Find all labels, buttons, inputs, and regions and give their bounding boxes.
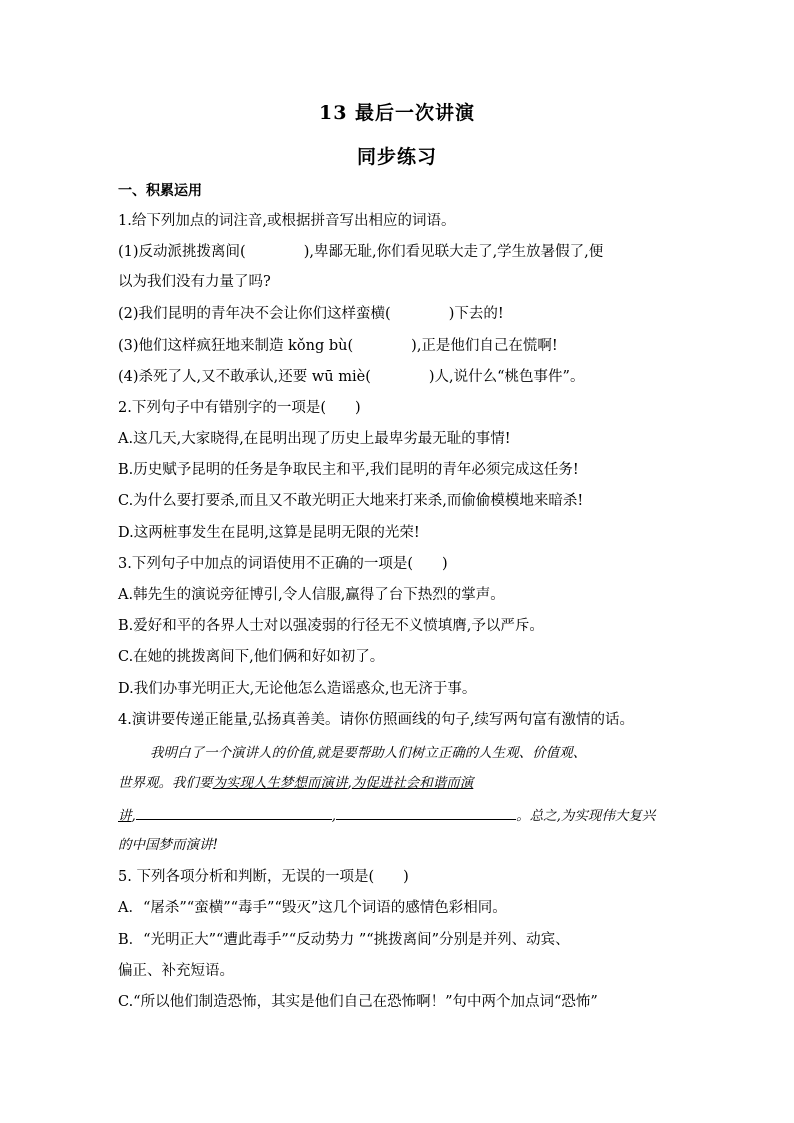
question-4-passage-line-3: 讲, , 。总之,为实现伟大复兴 xyxy=(118,805,655,825)
question-3: 3.下列句子中加点的词语使用不正确的一项是( ) xyxy=(118,556,448,572)
section-heading: 一、积累运用 xyxy=(118,183,202,199)
question-1-item-2: (2)我们昆明的青年决不会让你们这样蛮横( )下去的! xyxy=(118,306,504,322)
question-1-item-3: (3)他们这样疯狂地来制造 kǒng bù( ),正是他们自己在慌啊! xyxy=(118,338,558,354)
question-5-option-a: A．“屠杀”“蛮横”“毒手”“毁灭”这几个词语的感情色彩相同。 xyxy=(118,900,507,916)
answer-blank[interactable] xyxy=(136,805,332,820)
question-3-option-b: B.爱好和平的各界人士对以强凌弱的行径无不义愤填膺,予以严斥。 xyxy=(118,618,544,634)
question-4-passage-line-2: 世界观。我们要为实现人生梦想而演讲,为促进社会和谐而演 xyxy=(118,775,474,791)
question-2-option-d: D.这两桩事发生在昆明,这算是昆明无限的光荣! xyxy=(118,525,420,541)
question-1-item-1-cont: 以为我们没有力量了吗? xyxy=(118,274,271,290)
question-5-option-b-cont: 偏正、补充短语。 xyxy=(118,963,234,979)
question-2-option-c: C.为什么要打要杀,而且又不敢光明正大地来打来杀,而偷偷模模地来暗杀! xyxy=(118,493,584,509)
underlined-phrase: 为促进社会和谐而演 xyxy=(351,775,474,791)
question-4-passage-line-1: 我明白了一个演讲人的价值,就是要帮助人们树立正确的人生观、价值观、 xyxy=(150,745,587,761)
underlined-phrase: 为实现人生梦想而演讲 xyxy=(212,775,348,791)
question-3-option-c: C.在她的挑拨离间下,他们俩和好如初了。 xyxy=(118,649,385,665)
question-4: 4.演讲要传递正能量,弘扬真善美。请你仿照画线的句子,续写两句富有激情的话。 xyxy=(118,712,635,728)
question-2-option-a: A.这几天,大家晓得,在昆明出现了历史上最卑劣最无耻的事情! xyxy=(118,431,511,447)
question-4-passage-line-4: 的中国梦而演讲! xyxy=(118,837,218,853)
question-2-option-b: B.历史赋予昆明的任务是争取民主和平,我们昆明的青年必须完成这任务! xyxy=(118,462,579,478)
question-1-item-4: (4)杀死了人,又不敢承认,还要 wū miè( )人,说什么“桃色事件”。 xyxy=(118,369,585,385)
document-subtitle: 同步练习 xyxy=(356,146,437,168)
question-2: 2.下列句子中有错别字的一项是( ) xyxy=(118,400,361,416)
question-3-option-d: D.我们办事光明正大,无论他怎么造谣惑众,也无济于事。 xyxy=(118,681,477,697)
question-1: 1.给下列加点的词注音,或根据拼音写出相应的词语。 xyxy=(118,213,456,229)
question-3-option-a: A.韩先生的演说旁征博引,令人信服,赢得了台下热烈的掌声。 xyxy=(118,587,505,603)
question-5: 5. 下列各项分析和判断，无误的一项是( ) xyxy=(118,869,409,885)
answer-blank[interactable] xyxy=(336,805,516,820)
document-title: 13 最后一次讲演 xyxy=(318,102,476,124)
question-1-item-1: (1)反动派挑拨离间( ),卑鄙无耻,你们看见联大走了,学生放暑假了,便 xyxy=(118,244,604,260)
question-5-option-b: B．“光明正大”“遭此毒手”“反动势力 ”“挑拨离间”分别是并列、动宾、 xyxy=(118,932,570,948)
question-5-option-c: C.“所以他们制造恐怖，其实是他们自己在恐怖啊！”句中两个加点词“恐怖” xyxy=(118,994,598,1010)
